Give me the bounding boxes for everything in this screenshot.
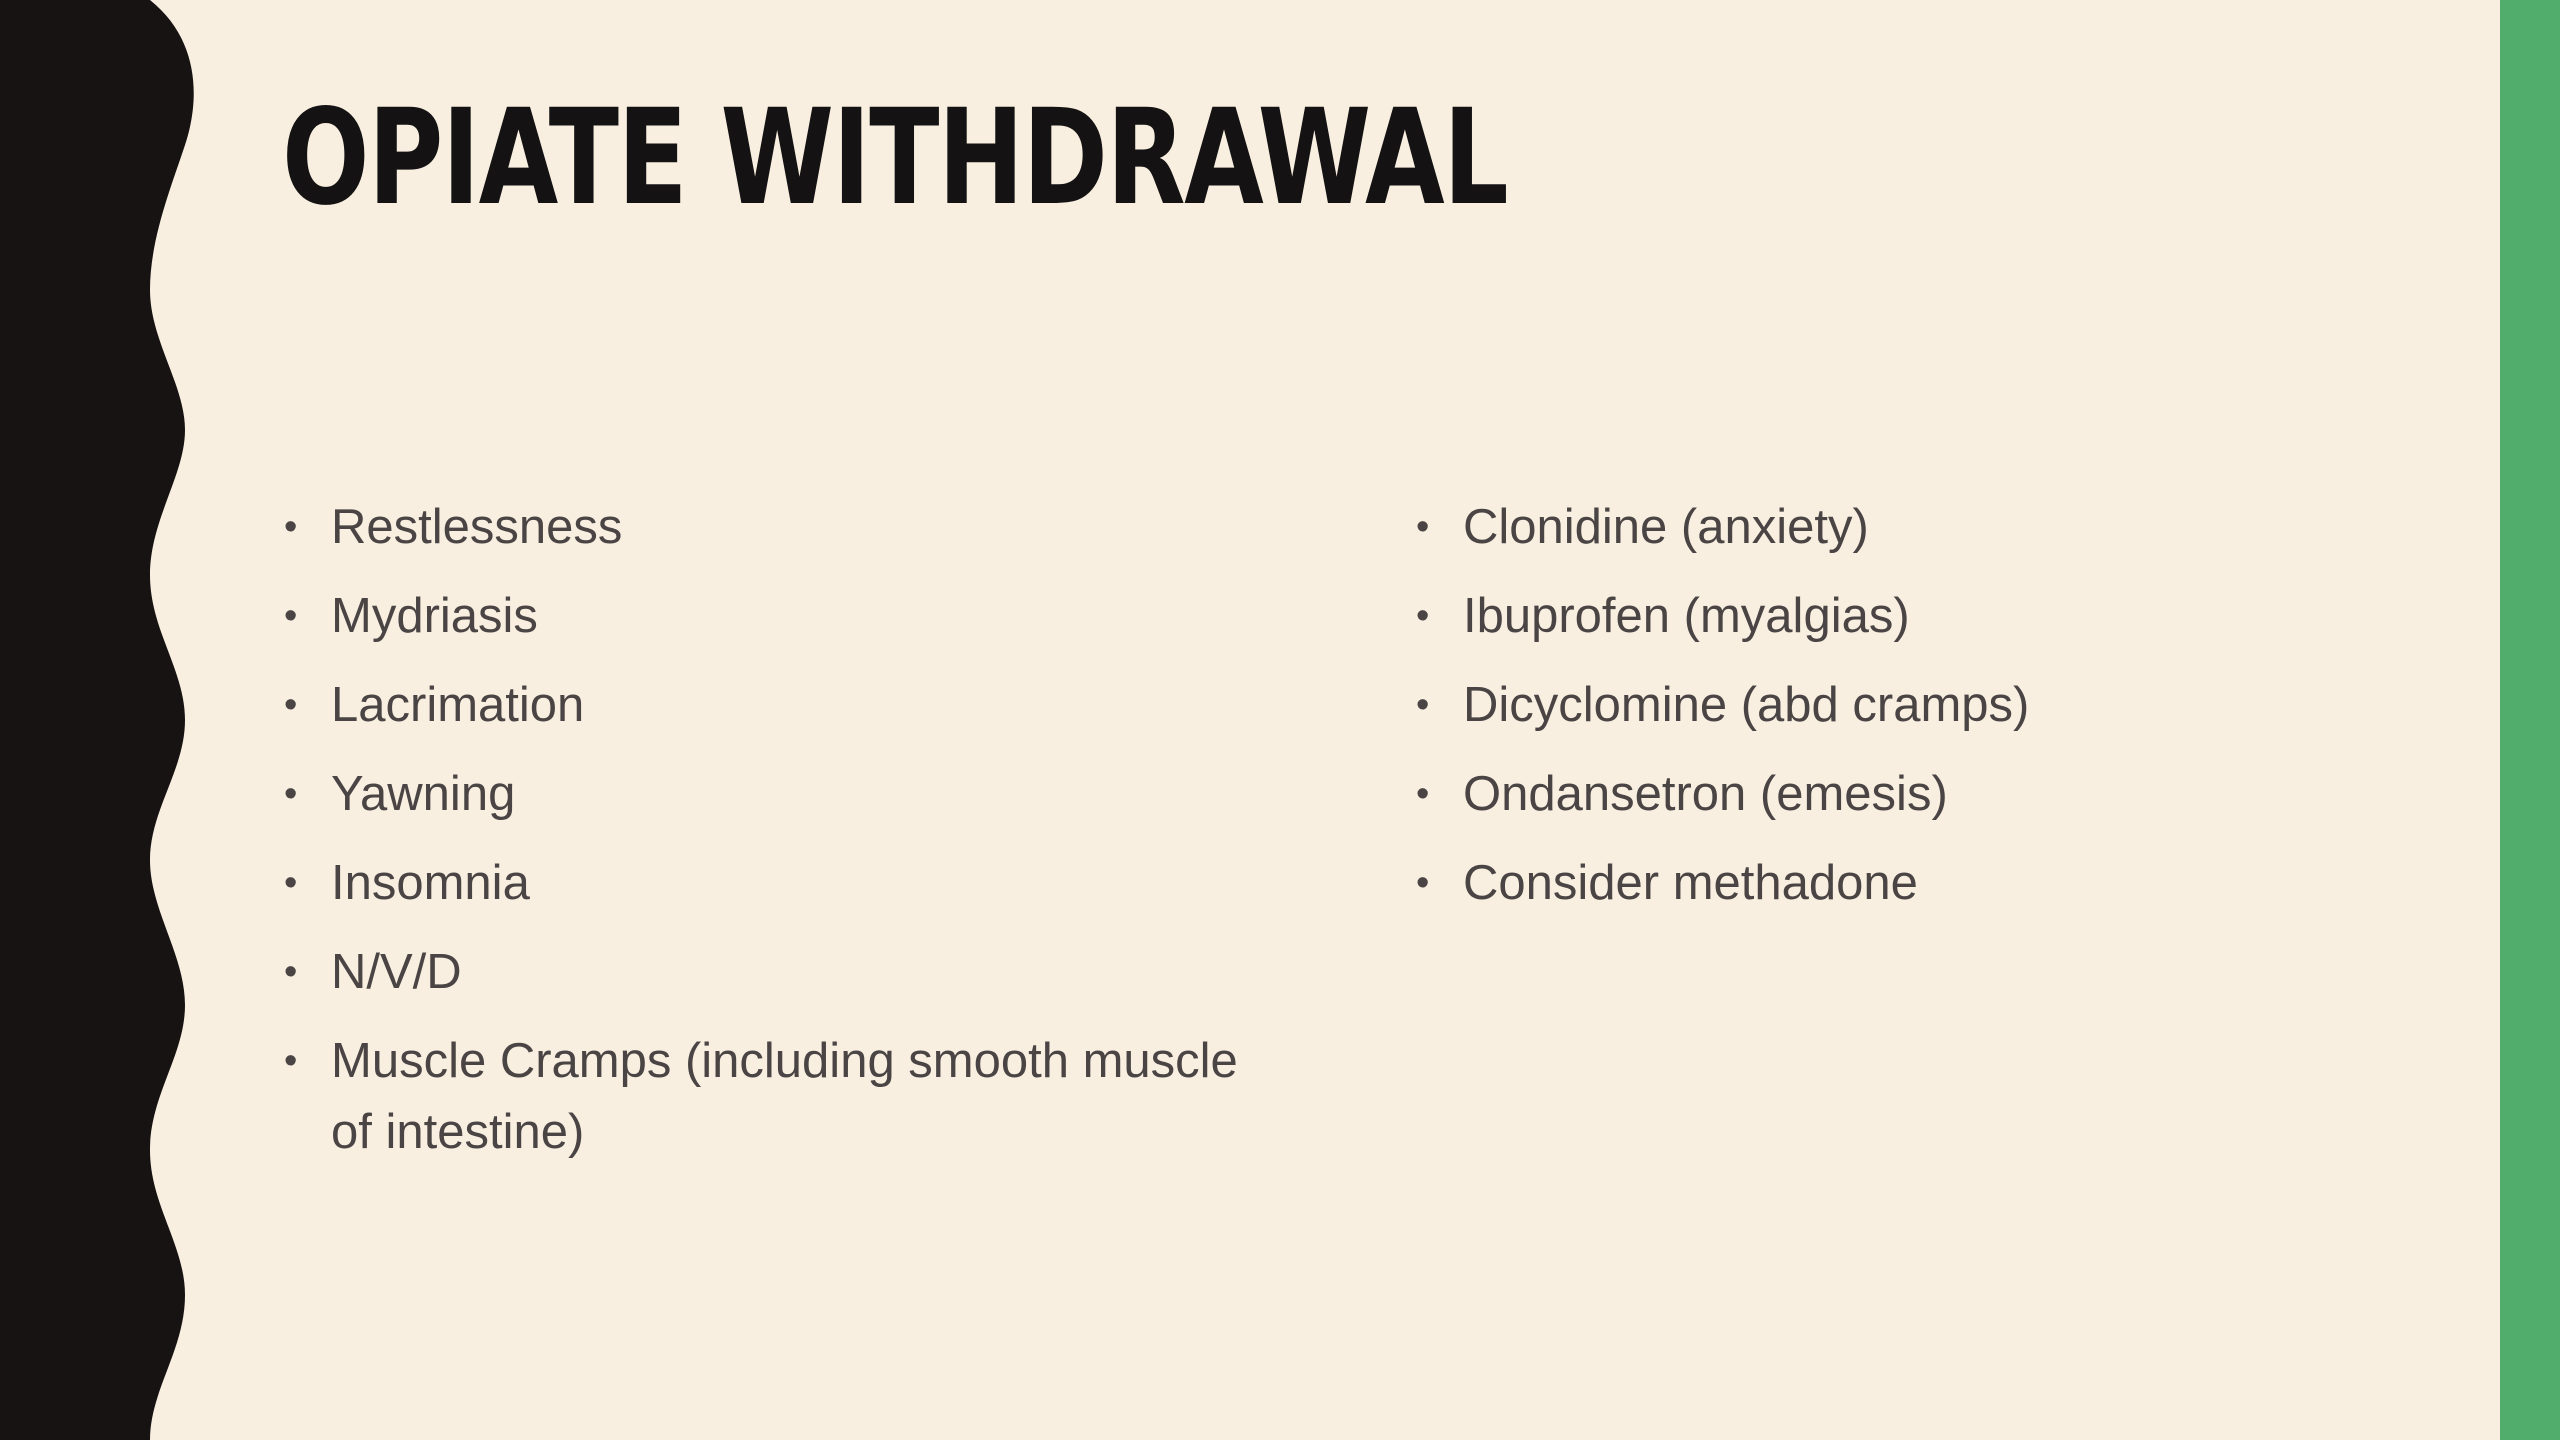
bullet-icon: • [284,684,298,726]
left-wavy-band [0,0,200,1440]
list-item [1414,670,2414,741]
list-item [282,581,1282,652]
bullet-icon: • [1416,506,1430,548]
list-item [1414,759,2414,830]
slide-title: OPIATE WITHDRAWAL [282,81,1508,235]
bullet-icon: • [1416,862,1430,904]
list-item [282,670,1282,741]
list-item-text: Clonidine (anxiety) [1463,500,1869,554]
bullet-icon: • [1416,684,1430,726]
bullet-icon: • [284,506,298,548]
list-item-text: Yawning [331,767,516,821]
list-item-text: Muscle Cramps (including smooth muscle of intestine) [331,1034,1238,1159]
list-item-text: N/V/D [331,945,462,999]
list-item [282,848,1282,919]
list-item-text: Mydriasis [331,589,538,643]
symptoms-list [282,492,1282,1186]
bullet-icon: • [284,773,298,815]
list-item [282,759,1282,830]
bullet-icon: • [1416,773,1430,815]
list-item-text: Restlessness [331,500,623,554]
list-item-text: Insomnia [331,856,530,910]
list-item [282,937,1282,1008]
list-item-text: Dicyclomine (abd cramps) [1463,678,2030,732]
right-accent-bar [2500,0,2560,1440]
list-item [1414,581,2414,652]
list-item [282,1026,1282,1168]
list-item-text: Consider methadone [1463,856,1918,910]
list-item-text: Ibuprofen (myalgias) [1463,589,1910,643]
list-item [1414,492,2414,563]
list-item-text: Lacrimation [331,678,585,732]
bullet-icon: • [284,862,298,904]
list-item [282,492,1282,563]
treatments-list [1414,492,2414,937]
list-item-text: Ondansetron (emesis) [1463,767,1948,821]
bullet-icon: • [284,595,298,637]
bullet-icon: • [1416,595,1430,637]
bullet-icon: • [284,951,298,993]
bullet-icon: • [284,1040,298,1082]
list-item [1414,848,2414,919]
